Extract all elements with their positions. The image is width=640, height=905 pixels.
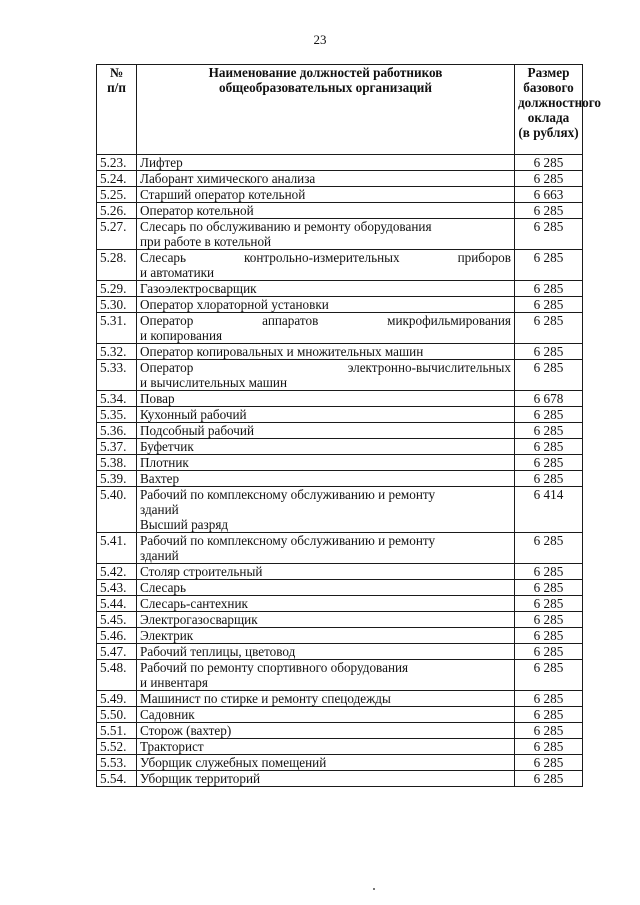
base-salary: 6 285 (515, 739, 583, 755)
base-salary: 6 285 (515, 596, 583, 612)
table-row (97, 691, 583, 707)
row-number: 5.54. (97, 771, 137, 787)
table-row (97, 171, 583, 187)
base-salary: 6 285 (515, 691, 583, 707)
base-salary: 6 285 (515, 771, 583, 787)
base-salary: 6 285 (515, 564, 583, 580)
row-number: 5.46. (97, 628, 137, 644)
base-salary: 6 285 (515, 219, 583, 250)
table-row (97, 471, 583, 487)
position-name (137, 707, 515, 723)
row-number: 5.51. (97, 723, 137, 739)
position-name (137, 250, 515, 281)
table-row (97, 391, 583, 407)
base-salary: 6 285 (515, 755, 583, 771)
table-row (97, 739, 583, 755)
row-number: 5.33. (97, 360, 137, 391)
position-name (137, 644, 515, 660)
table-row (97, 723, 583, 739)
position-name (137, 360, 515, 391)
table-row (97, 281, 583, 297)
base-salary: 6 285 (515, 360, 583, 391)
position-name-line: Газоэлектросварщик (140, 281, 257, 296)
position-name-line: Уборщик территорий (140, 771, 261, 786)
base-salary: 6 285 (515, 250, 583, 281)
header-number: № п/п (97, 65, 137, 155)
row-number: 5.28. (97, 250, 137, 281)
position-name-line: и автоматики (140, 265, 215, 280)
base-salary: 6 678 (515, 391, 583, 407)
position-name (137, 187, 515, 203)
table-row (97, 439, 583, 455)
table-body (97, 155, 583, 787)
position-name (137, 628, 515, 644)
row-number: 5.39. (97, 471, 137, 487)
base-salary: 6 285 (515, 580, 583, 596)
position-name (137, 407, 515, 423)
position-name-line: Слесарь по обслуживанию и ремонту оборудования (140, 219, 432, 234)
table-row (97, 628, 583, 644)
position-name-line: Рабочий по ремонту спортивного оборудования (140, 660, 409, 675)
row-number: 5.48. (97, 660, 137, 691)
table-row (97, 644, 583, 660)
position-name-line: Оператор копировальных и множительных машин (140, 344, 424, 359)
position-name (137, 612, 515, 628)
table-row (97, 203, 583, 219)
table-row (97, 580, 583, 596)
position-name-line: Оператор хлораторной установки (140, 297, 329, 312)
position-name (137, 723, 515, 739)
position-name (137, 755, 515, 771)
position-name (137, 203, 515, 219)
position-name (137, 155, 515, 171)
position-name (137, 580, 515, 596)
base-salary: 6 414 (515, 487, 583, 533)
row-number: 5.42. (97, 564, 137, 580)
position-name-line: Рабочий по комплексному обслуживанию и ремонту (140, 533, 436, 548)
row-number: 5.37. (97, 439, 137, 455)
position-name (137, 297, 515, 313)
base-salary: 6 285 (515, 471, 583, 487)
position-name-line: Лифтер (140, 155, 183, 170)
row-number: 5.25. (97, 187, 137, 203)
row-number: 5.23. (97, 155, 137, 171)
position-name (137, 533, 515, 564)
table-row (97, 707, 583, 723)
base-salary: 6 285 (515, 281, 583, 297)
base-salary: 6 285 (515, 455, 583, 471)
table-row (97, 155, 583, 171)
base-salary: 6 285 (515, 533, 583, 564)
table-row (97, 360, 583, 391)
position-name-line: Вахтер (140, 471, 180, 486)
row-number: 5.35. (97, 407, 137, 423)
base-salary: 6 285 (515, 171, 583, 187)
position-name-line: Слесарь контрольно-измерительных приборов (140, 250, 511, 265)
position-name-line: Высший разряд (140, 517, 229, 532)
table-row (97, 487, 583, 533)
base-salary: 6 285 (515, 423, 583, 439)
position-name-line: Уборщик служебных помещений (140, 755, 327, 770)
table-row (97, 187, 583, 203)
row-number: 5.40. (97, 487, 137, 533)
position-name (137, 344, 515, 360)
position-name-line: Слесарь (140, 580, 187, 595)
row-number: 5.26. (97, 203, 137, 219)
position-name-line: Кухонный рабочий (140, 407, 247, 422)
base-salary: 6 285 (515, 628, 583, 644)
header-position-name: Наименование должностей работников общеобразовательных организаций (137, 65, 515, 155)
position-name (137, 596, 515, 612)
position-name-line: Подсобный рабочий (140, 423, 255, 438)
table-row (97, 313, 583, 344)
page-number: 23 (313, 32, 327, 47)
position-name (137, 423, 515, 439)
row-number: 5.43. (97, 580, 137, 596)
row-number: 5.53. (97, 755, 137, 771)
row-number: 5.31. (97, 313, 137, 344)
row-number: 5.45. (97, 612, 137, 628)
row-number: 5.47. (97, 644, 137, 660)
position-name-line: зданий (140, 548, 179, 563)
position-name-line: Оператор электронно-вычислительных (140, 360, 511, 375)
position-name-line: Рабочий по комплексному обслуживанию и ремонту (140, 487, 436, 502)
base-salary: 6 285 (515, 723, 583, 739)
base-salary: 6 285 (515, 612, 583, 628)
position-name (137, 771, 515, 787)
position-name (137, 171, 515, 187)
table-header-row (97, 65, 583, 155)
base-salary: 6 285 (515, 439, 583, 455)
row-number: 5.52. (97, 739, 137, 755)
position-name (137, 660, 515, 691)
table-row (97, 596, 583, 612)
position-name-line: Плотник (140, 455, 189, 470)
table-row (97, 612, 583, 628)
position-name-line: Столяр строительный (140, 564, 263, 579)
position-name-line: Старший оператор котельной (140, 187, 306, 202)
table-row (97, 407, 583, 423)
table-row (97, 755, 583, 771)
table-row (97, 344, 583, 360)
base-salary: 6 285 (515, 297, 583, 313)
row-number: 5.27. (97, 219, 137, 250)
position-name-line: Лаборант химического анализа (140, 171, 316, 186)
base-salary: 6 285 (515, 313, 583, 344)
position-name (137, 471, 515, 487)
row-number: 5.38. (97, 455, 137, 471)
position-name-line: Буфетчик (140, 439, 194, 454)
row-number: 5.32. (97, 344, 137, 360)
position-name (137, 739, 515, 755)
table-row (97, 219, 583, 250)
table-row (97, 771, 583, 787)
table-row (97, 423, 583, 439)
position-name-line: Машинист по стирке и ремонту спецодежды (140, 691, 391, 706)
position-name-line: Оператор аппаратов микрофильмирования (140, 313, 511, 328)
base-salary: 6 285 (515, 660, 583, 691)
position-name-line: и инвентаря (140, 675, 208, 690)
position-name (137, 281, 515, 297)
position-name-line: Тракторист (140, 739, 204, 754)
salary-table (96, 64, 602, 787)
position-name (137, 219, 515, 250)
position-name-line: Сторож (вахтер) (140, 723, 232, 738)
row-number: 5.36. (97, 423, 137, 439)
base-salary: 6 285 (515, 707, 583, 723)
position-name (137, 439, 515, 455)
position-name (137, 313, 515, 344)
position-name-line: при работе в котельной (140, 234, 272, 249)
position-name-line: Электрик (140, 628, 194, 643)
base-salary: 6 663 (515, 187, 583, 203)
row-number: 5.41. (97, 533, 137, 564)
table-row (97, 297, 583, 313)
table-row (97, 564, 583, 580)
row-number: 5.34. (97, 391, 137, 407)
row-number: 5.30. (97, 297, 137, 313)
position-name-line: Садовник (140, 707, 195, 722)
table-row (97, 250, 583, 281)
row-number: 5.29. (97, 281, 137, 297)
position-name-line: Оператор котельной (140, 203, 254, 218)
row-number: 5.50. (97, 707, 137, 723)
table-row (97, 455, 583, 471)
row-number: 5.24. (97, 171, 137, 187)
header-base-salary: Размер базового должностного оклада (в рублях) (515, 65, 583, 155)
position-name-line: Повар (140, 391, 175, 406)
position-name (137, 564, 515, 580)
base-salary: 6 285 (515, 203, 583, 219)
position-name-line: Рабочий теплицы, цветовод (140, 644, 296, 659)
position-name (137, 487, 515, 533)
base-salary: 6 285 (515, 644, 583, 660)
base-salary: 6 285 (515, 155, 583, 171)
base-salary: 6 285 (515, 344, 583, 360)
table-row (97, 533, 583, 564)
position-name-line: Слесарь-сантехник (140, 596, 248, 611)
position-name (137, 691, 515, 707)
row-number: 5.49. (97, 691, 137, 707)
position-name-line: зданий (140, 502, 179, 517)
table-row (97, 660, 583, 691)
position-name-line: и копирования (140, 328, 223, 343)
scan-artifact (373, 888, 375, 890)
position-name-line: и вычислительных машин (140, 375, 288, 390)
row-number: 5.44. (97, 596, 137, 612)
base-salary: 6 285 (515, 407, 583, 423)
position-name-line: Электрогазосварщик (140, 612, 258, 627)
position-name (137, 391, 515, 407)
position-name (137, 455, 515, 471)
